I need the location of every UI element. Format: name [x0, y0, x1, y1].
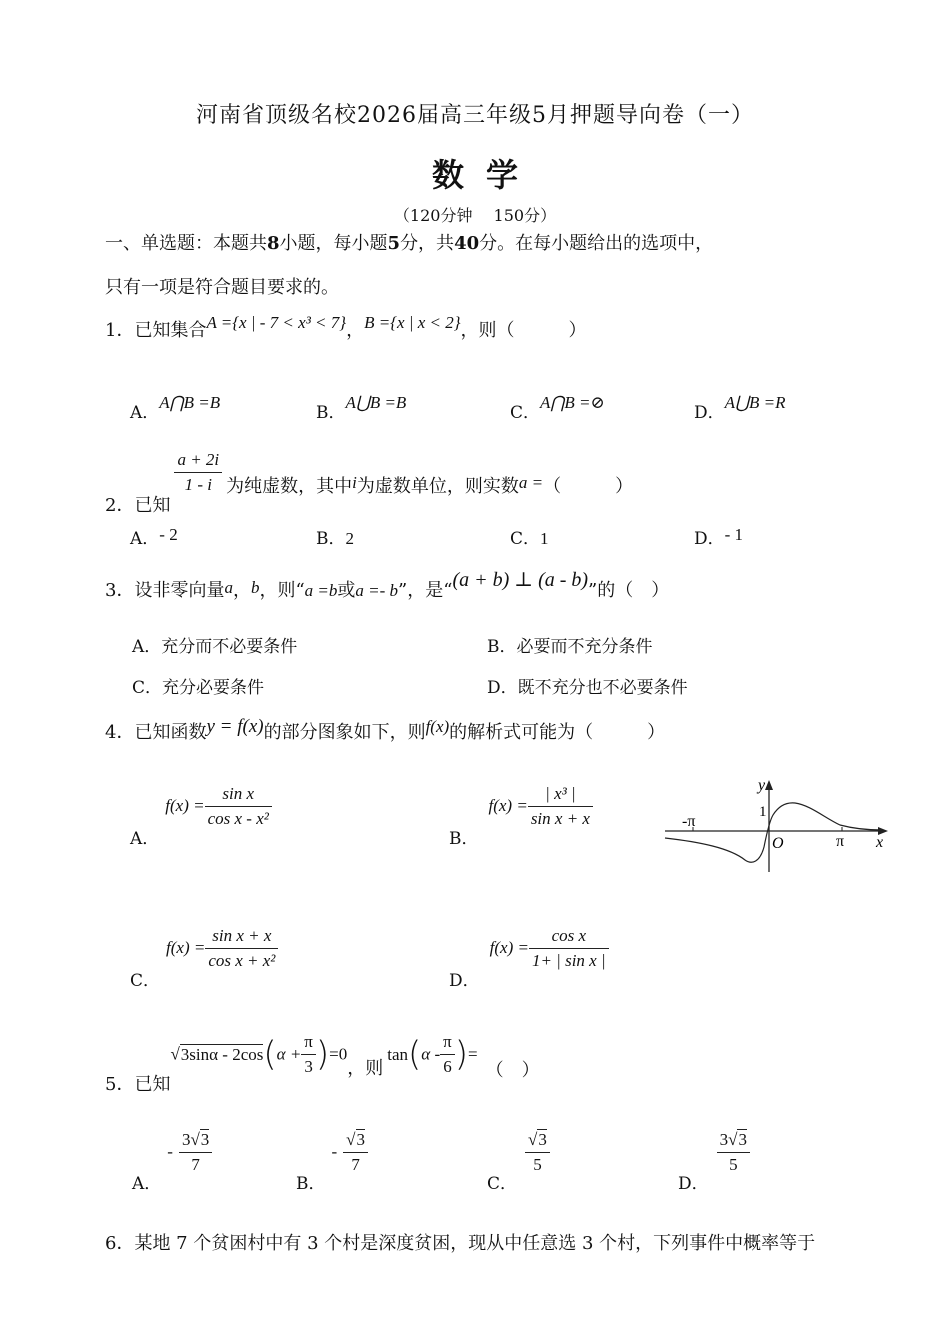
section-intro-line1: 一、单选题：本题共8小题，每小题5分，共40分。在每小题给出的选项中， [105, 233, 714, 254]
x-axis-label: x [876, 834, 884, 851]
function-curve [665, 803, 882, 862]
question-4-stem: 4．已知函数y = f(x)的部分图象如下，则f(x)的解析式可能为（ ） [105, 716, 666, 743]
tick-label-pi: π [836, 833, 845, 850]
question-6-stem: 6．某地 7 个贫困村中有 3 个村是深度贫困，现从中任意选 3 个村，下列事件中概率等于 [105, 1233, 816, 1254]
q4-function-graph [660, 772, 895, 877]
q1-option-b[interactable]: B．A⋃B =B [316, 393, 407, 423]
q3-option-d[interactable]: D．既不充分也不必要条件 [487, 678, 688, 698]
time-score-info: （120分钟 150分） [393, 206, 557, 225]
question-5-stem: 5．已知√3sinα - 2cos(α + $\frac{\pi}{3}$ )=0，则tan(α - $\frac{\pi}{6}$ )=（ ） [105, 1032, 540, 1095]
q1-option-d[interactable]: D．A⋃B =R [694, 393, 786, 423]
subject-title: 数学 [431, 156, 540, 194]
origin-label: O [772, 835, 784, 852]
q4-option-d[interactable]: D．f(x) = $\frac{\text{cos x}}{\text{1+ | sin x |}}$ [449, 924, 609, 973]
q2-fraction: $\frac{a + 2i}{1 - i}$ [174, 448, 222, 497]
q2-option-b[interactable]: B．2 [316, 529, 354, 549]
q5-option-d[interactable]: D． $\frac{3√3}{5}$ [678, 1128, 750, 1177]
tick-label-one: 1 [759, 804, 767, 820]
tick-label-neg-pi: -π [682, 813, 696, 830]
question-2-stem: 2．已知 $\frac{a + 2i}{1 - i}$ 为纯虚数，其中i为虚数单位，则实数a =（ ） [105, 450, 634, 516]
q3-option-c[interactable]: C．充分必要条件 [132, 678, 265, 698]
question-3-stem: 3．设非零向量a，b，则“a =b或a =- b”，是“(a + b) ⊥ (a - b)”的（ ） [105, 569, 670, 601]
q5-option-a[interactable]: A．- $\frac{3√3}{7}$ [132, 1128, 212, 1177]
q3-option-b[interactable]: B．必要而不充分条件 [487, 637, 653, 657]
q5-option-b[interactable]: B．- $\frac{√3}{7}$ [296, 1128, 368, 1177]
question-1-stem: 1．已知集合A ={x | - 7 < x³ < 7}，B ={x | x < 2}，则（ ） [105, 313, 587, 341]
q2-option-d[interactable]: D．- 1 [694, 525, 744, 549]
q4-option-a[interactable]: A．f(x) = $\frac{\text{sin x}}{\text{cos x - x²}}$ [130, 782, 272, 831]
q3-option-a[interactable]: A．充分而不必要条件 [132, 637, 298, 657]
y-axis-label: y [758, 777, 766, 794]
q2-option-c[interactable]: C．1 [510, 529, 549, 549]
q4-option-c[interactable]: C．f(x) = $\frac{\text{sin x + x}}{\text{cos x + x²}}$ [130, 924, 278, 973]
y-axis-arrow [765, 780, 773, 790]
q1-option-c[interactable]: C．A⋂B =⊘ [510, 393, 605, 423]
q1-option-a[interactable]: A．A⋂B =B [130, 393, 221, 423]
q4-option-b[interactable]: B．f(x) = $\frac{\text{| x³ |}}{\text{sin x + x}}$ [449, 782, 593, 831]
q2-option-a[interactable]: A．- 2 [130, 525, 178, 549]
q5-option-c[interactable]: C． $\frac{√3}{5}$ [487, 1128, 550, 1177]
section-intro-line2: 只有一项是符合题目要求的。 [105, 277, 339, 298]
exam-title: 河南省顶级名校2026届高三年级5月押题导向卷（一） [196, 103, 754, 128]
